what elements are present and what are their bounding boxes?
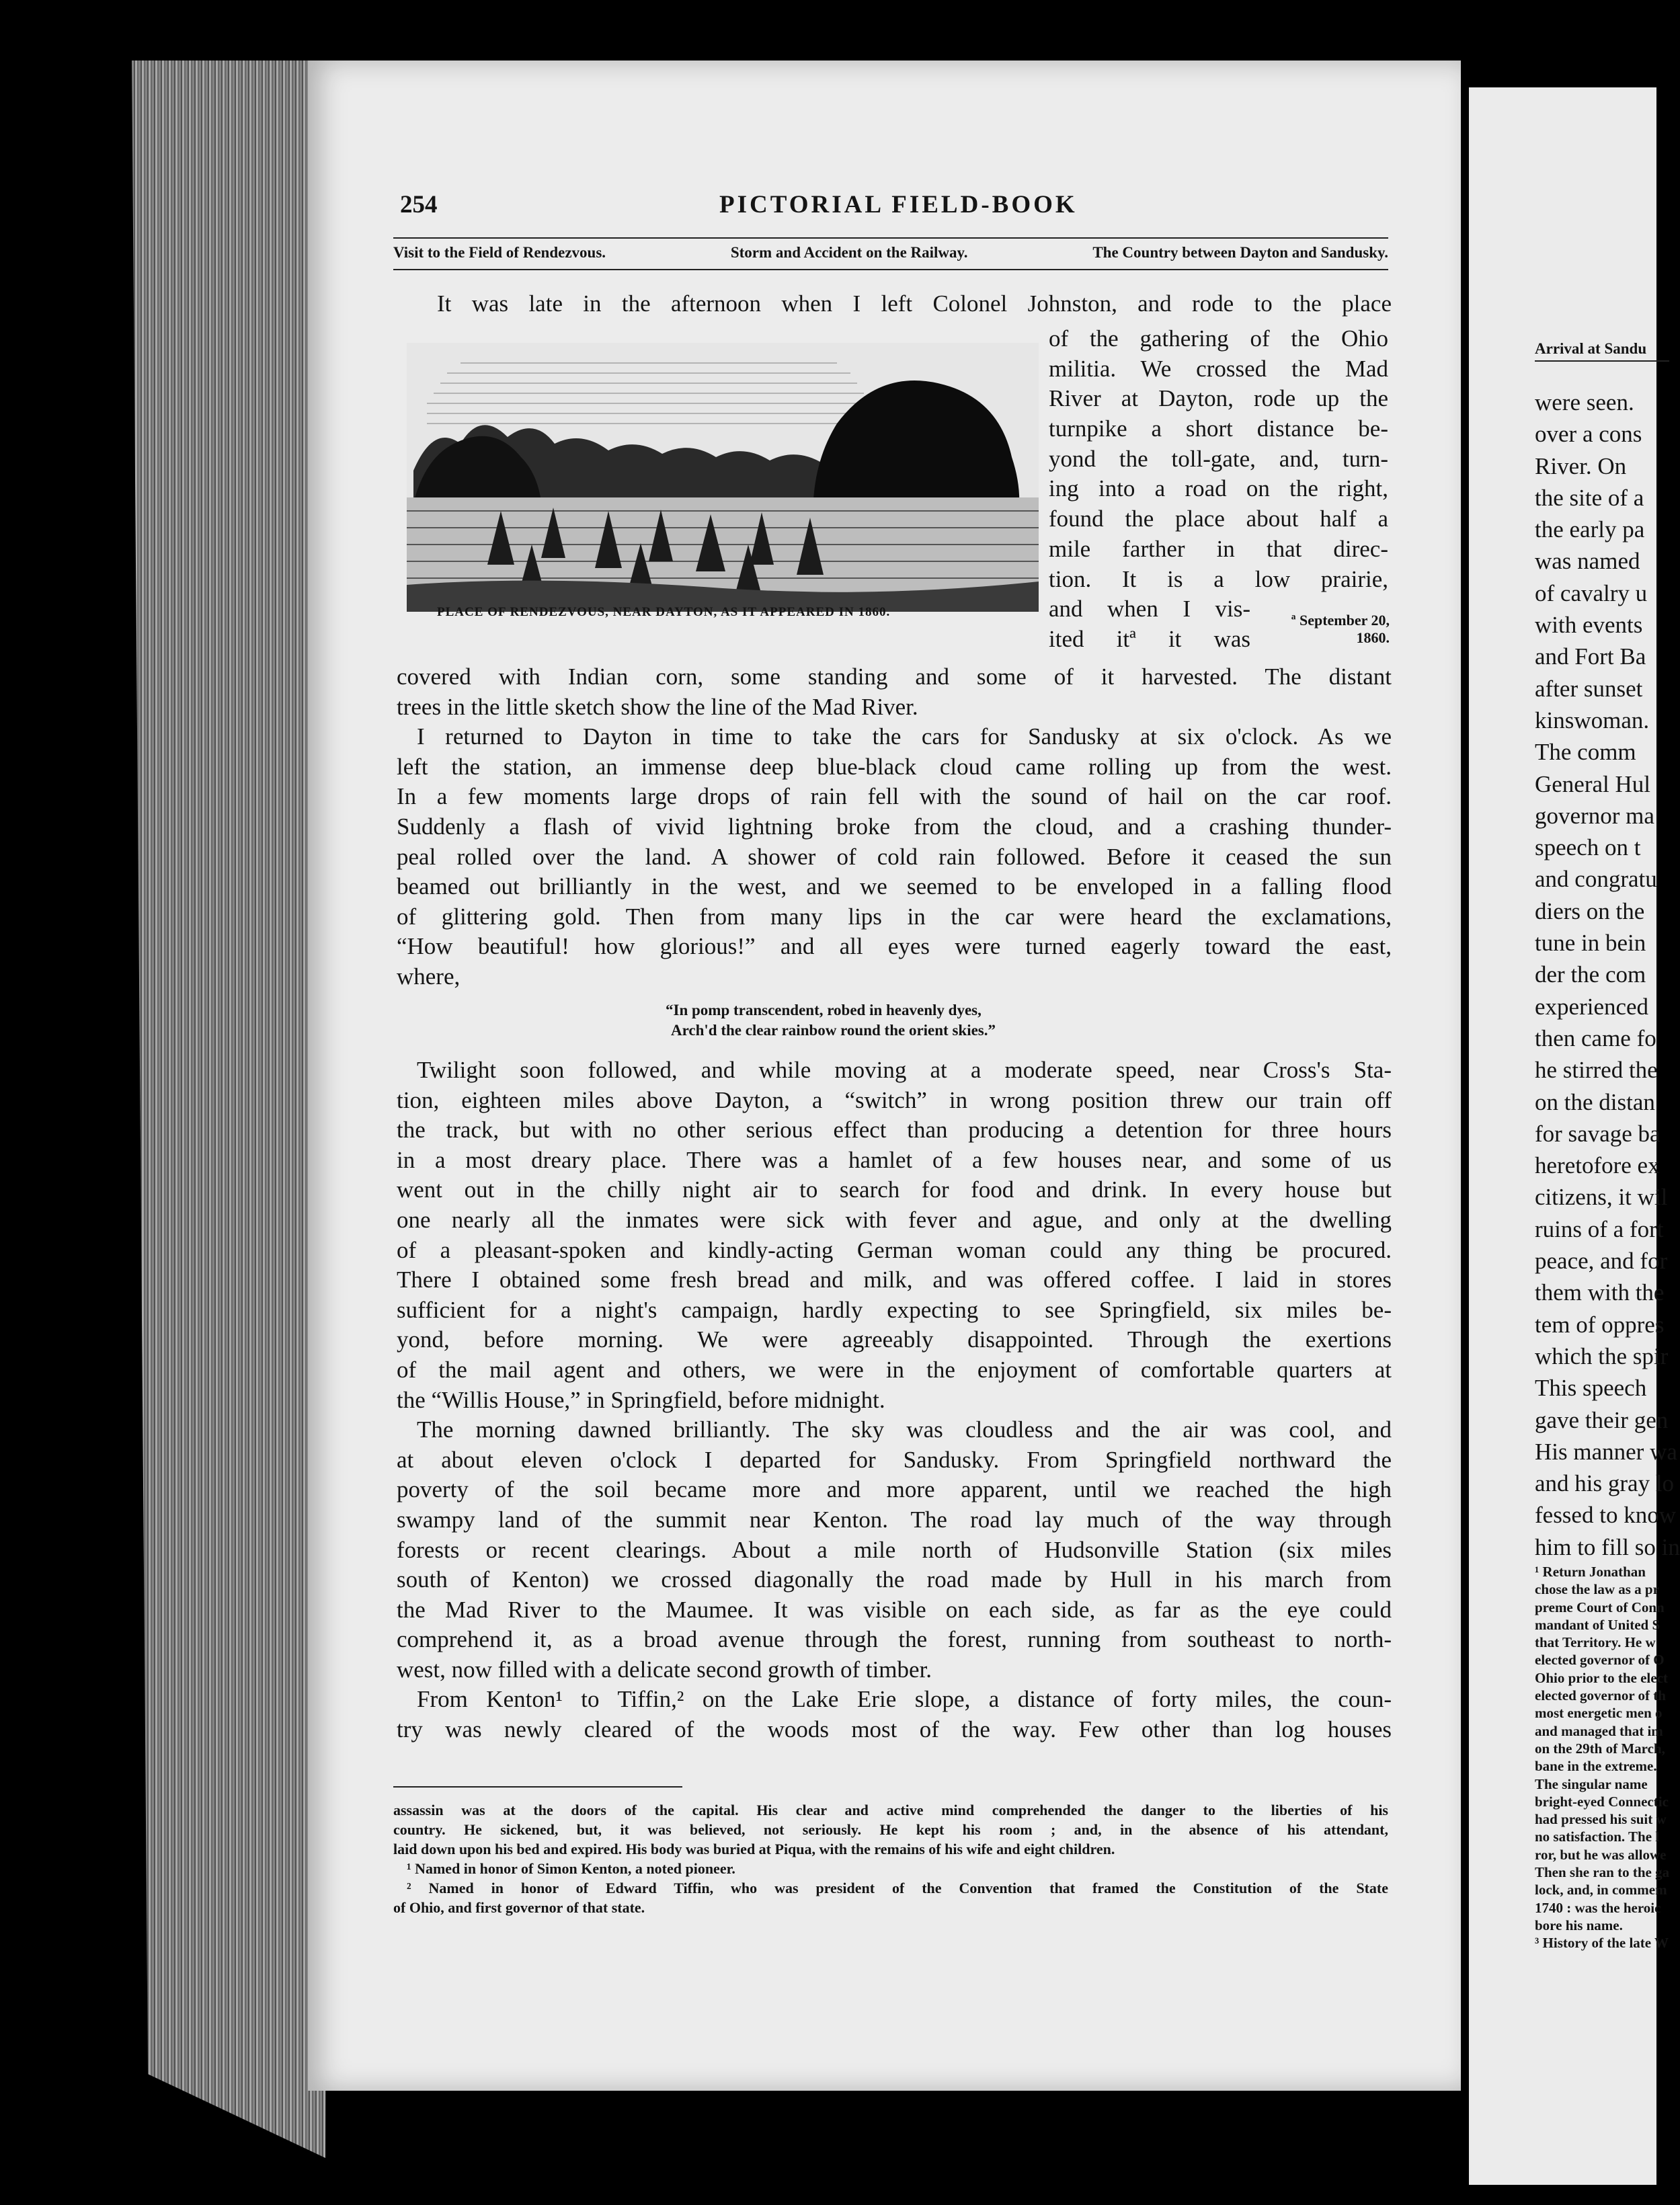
rendezvous-engraving — [407, 343, 1039, 612]
right-page-line: This speech — [1535, 1375, 1647, 1402]
right-page-note-line: elected governor of O — [1535, 1652, 1665, 1669]
right-page-line: governor ma — [1535, 802, 1654, 829]
right-page-line: The comm — [1535, 739, 1636, 766]
running-title: PICTORIAL FIELD-BOOK — [719, 191, 1078, 218]
right-page-line: gave their gen — [1535, 1406, 1669, 1433]
right-page-line: ruins of a fort — [1535, 1215, 1664, 1242]
footnote-rule — [393, 1786, 682, 1788]
right-page-line: heretofore ex — [1535, 1152, 1660, 1179]
right-page-line: der the com — [1535, 961, 1646, 988]
right-page-note-line: bane in the extreme. — [1535, 1758, 1657, 1775]
poem-quotation — [666, 1000, 1136, 1041]
text-line: beamed out brilliantly in the west, and we seemed to be enveloped in a falling flood — [397, 873, 1392, 900]
text-line: left the station, an immense deep blue-black cloud came rolling up from the west. — [397, 753, 1392, 780]
right-page-note-line: mandant of United S — [1535, 1616, 1661, 1633]
footnote-line: country. He sickened, but, it was believed, not seriously. He kept his room ; and, in the absence of his attendant, — [393, 1821, 1388, 1838]
right-page-line: the site of a — [1535, 484, 1644, 511]
right-page-note-line: and managed that im — [1535, 1722, 1663, 1739]
text-line: the Mad River to the Maumee. It was visible on each side, as far as the eye could — [397, 1596, 1392, 1623]
right-page-note-line: most energetic men o — [1535, 1705, 1663, 1722]
footnote-line: laid down upon his bed and expired. His body was buried at Piqua, with the remains of his wife and eight children. — [393, 1841, 1115, 1857]
page-number: 254 — [400, 191, 438, 218]
text-line: of a pleasant-spoken and kindly-acting German woman could any thing be procured. — [397, 1236, 1392, 1263]
right-page-line: His manner wa — [1535, 1438, 1677, 1465]
text-line: of the mail agent and others, we were in the enjoyment of comfortable quarters at — [397, 1356, 1392, 1383]
right-page-footnotes — [1535, 1563, 1669, 1952]
right-page-line: fessed to know — [1535, 1502, 1676, 1529]
text-line: forests or recent clearings. About a mile north of Hudsonville Station (six miles — [397, 1536, 1392, 1563]
right-page-note-line: Then she ran to the ga — [1535, 1864, 1670, 1881]
footnote-line: ¹ Named in honor of Simon Kenton, a noted pioneer. — [407, 1860, 735, 1877]
text-line: tion, eighteen miles above Dayton, a “switch” in wrong position threw our train off — [397, 1086, 1392, 1113]
text-line: From Kenton¹ to Tiffin,² on the Lake Erie slope, a distance of forty miles, the coun- — [417, 1686, 1392, 1713]
right-page-line: and his gray lo — [1535, 1470, 1675, 1497]
right-page — [1469, 87, 1680, 2185]
sidenote-line: ª September 20, — [1291, 612, 1390, 629]
text-line: at about eleven o'clock I departed for Sandusky. From Springfield northward the — [397, 1446, 1392, 1473]
subhead: Visit to the Field of Rendezvous. — [393, 244, 606, 261]
right-page-running-head: Arrival at Sandu — [1535, 340, 1647, 357]
text-line: poverty of the soil became more and more apparent, until we reached the high — [397, 1476, 1392, 1503]
text-line: turnpike a short distance be- — [1049, 415, 1388, 442]
right-page-note-line: preme Court of Conn — [1535, 1599, 1665, 1615]
right-page-note-line: that Territory. He w — [1535, 1634, 1656, 1651]
text-line: comprehend it, as a broad avenue through the forest, running from southeast to north- — [397, 1626, 1392, 1653]
right-page-line: which the spir — [1535, 1342, 1669, 1369]
text-line: found the place about half a — [1049, 506, 1388, 532]
subhead: Storm and Accident on the Railway. — [730, 244, 968, 261]
footnote-line: assassin was at the doors of the capital. His clear and active mind comprehended the danger to the liberties of his — [393, 1802, 1388, 1818]
text-line: where, — [397, 963, 461, 990]
text-line: try was newly cleared of the woods most of the way. Few other than log houses — [397, 1716, 1392, 1743]
right-page-line: for savage ba — [1535, 1120, 1661, 1147]
right-page-line: was named — [1535, 548, 1640, 575]
quote-line: Arch'd the clear rainbow round the orient skies.” — [671, 1022, 996, 1039]
text-line: tion. It is a low prairie, — [1049, 565, 1388, 592]
right-page-line: with events — [1535, 612, 1643, 639]
right-page-body — [1535, 387, 1680, 1563]
right-page-note-line: no satisfaction. The l — [1535, 1829, 1660, 1845]
right-page-note-line: ³ History of the late W — [1535, 1935, 1669, 1952]
right-page-note-line: lock, and, in commem — [1535, 1882, 1667, 1898]
right-page-line: diers on the — [1535, 897, 1645, 924]
right-page-note-line: chose the law as a pr — [1535, 1581, 1659, 1598]
right-page-line: citizens, it wil — [1535, 1184, 1668, 1211]
text-line: The morning dawned brilliantly. The sky was cloudless and the air was cool, and — [417, 1416, 1392, 1443]
text-line: ited itª it was — [1049, 625, 1250, 652]
text-line: There I obtained some fresh bread and milk, and was offered coffee. I laid in stores — [397, 1267, 1392, 1293]
right-page-line: on the distan — [1535, 1088, 1655, 1115]
right-page-line: them with the — [1535, 1279, 1665, 1306]
right-page-note-line: had pressed his suit w — [1535, 1811, 1667, 1828]
right-page-line: of cavalry u — [1535, 579, 1648, 606]
right-page-line: after sunset — [1535, 675, 1643, 702]
text-line: I returned to Dayton in time to take the cars for Sandusky at six o'clock. As we — [417, 723, 1392, 750]
text-line: in a most dreary place. There was a hamlet of a few houses near, and some of us — [397, 1146, 1392, 1173]
footnote-line: ² Named in honor of Edward Tiffin, who was president of the Convention that framed the Constitution of the State — [407, 1880, 1388, 1896]
text-line: south of Kenton) we crossed diagonally the road made by Hull in his march from — [397, 1566, 1392, 1593]
figure-caption: PLACE OF RENDEZVOUS, NEAR DAYTON, AS IT APPEARED IN 1860. — [437, 605, 891, 619]
right-page-note-line: ¹ Return Jonathan — [1535, 1564, 1646, 1580]
date-sidenote — [1265, 612, 1390, 647]
right-page-line: over a cons — [1535, 421, 1642, 448]
text-line: went out in the chilly night air to search for food and drink. In every house but — [397, 1176, 1392, 1203]
text-line: ing into a road on the right, — [1049, 475, 1388, 502]
right-page-line: peace, and for — [1535, 1248, 1668, 1275]
text-line: of the gathering of the Ohio — [1049, 325, 1388, 352]
text-line: River at Dayton, rode up the — [1049, 385, 1388, 412]
sidenote-line: 1860. — [1356, 629, 1390, 646]
text-line: and when I vis- — [1049, 596, 1250, 623]
text-line: trees in the little sketch show the line of the Mad River. — [397, 693, 918, 720]
text-line: In a few moments large drops of rain fell with the sound of hail on the car roof. — [397, 783, 1392, 810]
right-page-line: kinswoman. — [1535, 707, 1650, 733]
text-line: Twilight soon followed, and while moving at a moderate speed, near Cross's Sta- — [417, 1057, 1392, 1083]
right-page-note-line: The singular name — [1535, 1775, 1648, 1792]
right-page-line: General Hul — [1535, 770, 1651, 797]
right-page-line: and Fort Ba — [1535, 643, 1646, 670]
header-rule — [393, 237, 1388, 239]
text-line: “How beautiful! how glorious!” and all eyes were turned eagerly toward the east, — [397, 933, 1392, 960]
text-line: militia. We crossed the Mad — [1049, 355, 1388, 382]
right-page-note-line: bore his name. — [1535, 1917, 1623, 1933]
right-page-line: he stirred the — [1535, 1057, 1658, 1084]
text-line: covered with Indian corn, some standing and some of it harvested. The distant — [397, 664, 1392, 690]
footnotes — [393, 1800, 1388, 1917]
text-line: Suddenly a flash of vivid lightning broke from the cloud, and a crashing thunder- — [397, 813, 1392, 840]
book-page-edges — [132, 61, 333, 2158]
right-page-note-line: ror, but he was allowe — [1535, 1846, 1667, 1863]
text-line: peal rolled over the land. A shower of cold rain followed. Before it ceased the sun — [397, 843, 1392, 870]
section-subheads — [393, 244, 1388, 262]
right-header-rule — [1535, 360, 1669, 362]
right-page-line: tune in bein — [1535, 930, 1646, 957]
subhead: The Country between Dayton and Sandusky. — [1092, 244, 1388, 261]
text-line: sufficient for a night's campaign, hardly expecting to see Springfield, six miles be- — [397, 1296, 1392, 1323]
text-line: the “Willis House,” in Springfield, before midnight. — [397, 1386, 885, 1413]
right-page-note-line: Ohio prior to the elect — [1535, 1669, 1668, 1686]
right-page-line: and congratu — [1535, 866, 1657, 893]
text-line: one nearly all the inmates were sick with fever and ague, and only at the dwelling — [397, 1206, 1392, 1233]
right-page-line: were seen. — [1535, 389, 1634, 415]
text-line: mile farther in that direc- — [1049, 535, 1388, 562]
right-page-line: experienced — [1535, 993, 1649, 1020]
footnote-line: of Ohio, and first governor of that state. — [393, 1899, 645, 1916]
right-page-line: River. On — [1535, 452, 1627, 479]
text-line: yond, before morning. We were agreeably disappointed. Through the exertions — [397, 1326, 1392, 1353]
right-page-line: speech on t — [1535, 834, 1641, 861]
right-page-note-line: elected governor of th — [1535, 1687, 1666, 1704]
text-line: the track, but with no other serious effect than producing a detention for three hours — [397, 1117, 1392, 1144]
right-page-line: tem of oppres — [1535, 1311, 1665, 1338]
wrapped-text-column — [1049, 324, 1388, 655]
text-line: west, now filled with a delicate second growth of timber. — [397, 1656, 932, 1683]
text-line: of glittering gold. Then from many lips in the car were heard the exclamations, — [397, 903, 1392, 930]
right-page-note-line: 1740 : was the heroic — [1535, 1899, 1661, 1916]
right-page-line: the early pa — [1535, 516, 1645, 543]
body-text-before-quote — [397, 662, 1392, 992]
paragraph-first-line: It was late in the afternoon when I left Colonel Johnston, and rode to the place — [437, 290, 1392, 317]
right-page-note-line: bright-eyed Connectic — [1535, 1793, 1669, 1810]
text-line: swampy land of the summit near Kenton. The road lay much of the way through — [397, 1506, 1392, 1533]
text-line: yond the toll-gate, and, turn- — [1049, 445, 1388, 472]
right-page-line: then came fo — [1535, 1025, 1656, 1051]
right-page-note-line: on the 29th of March, — [1535, 1740, 1665, 1757]
body-text-after-quote — [397, 1055, 1392, 1745]
quote-line: “In pomp transcendent, robed in heavenly dyes, — [666, 1002, 982, 1018]
subheader-rule — [393, 269, 1388, 270]
right-page-line: him to fill so in — [1535, 1533, 1680, 1560]
